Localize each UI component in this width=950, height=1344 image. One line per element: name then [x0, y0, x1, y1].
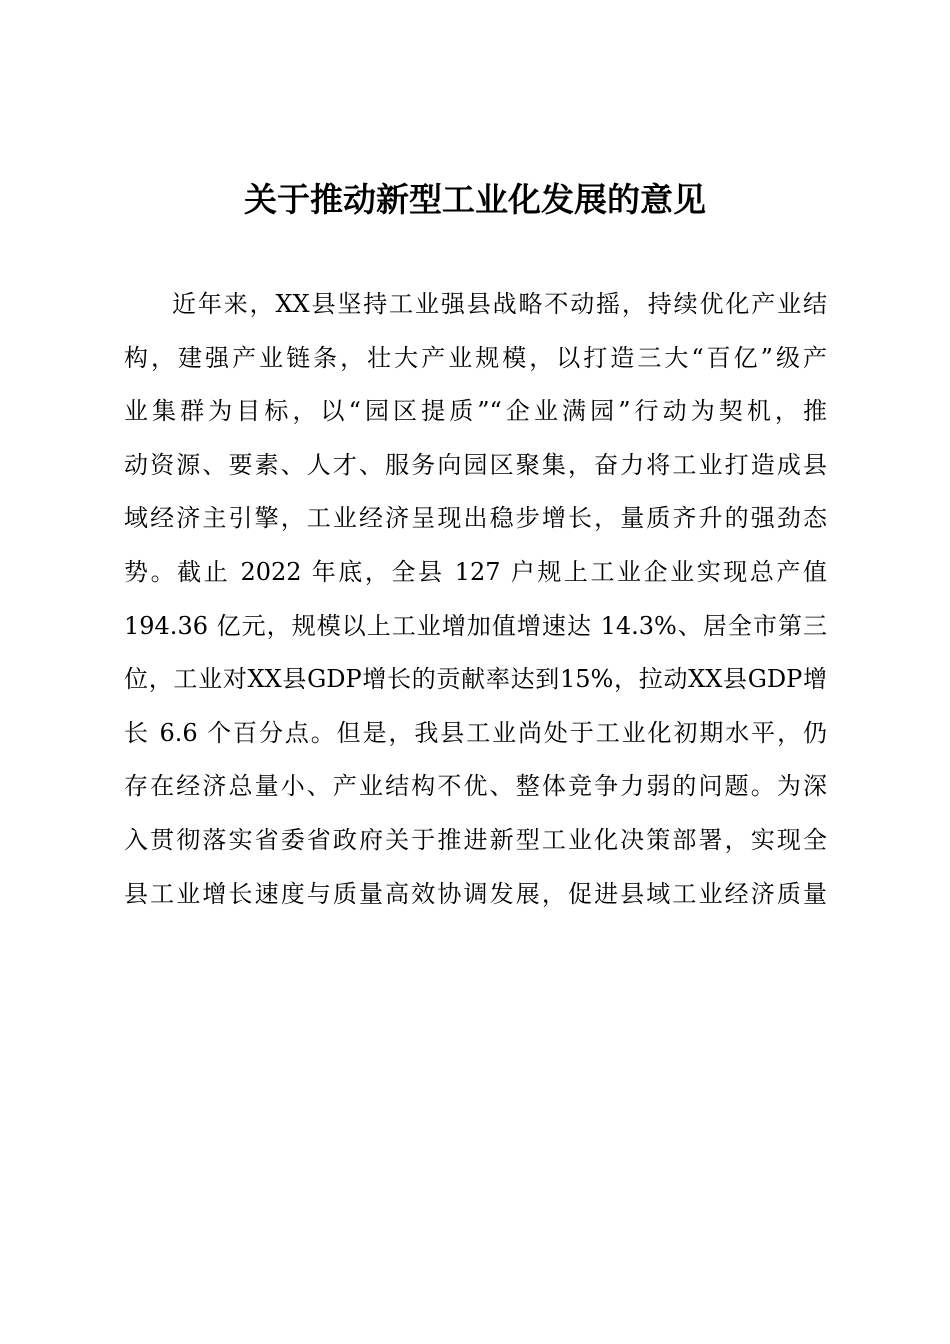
paragraph-line: 194.36 亿元，规模以上工业增加值增速达 14.3%、居全市第三 — [124, 611, 827, 640]
paragraph-line: 构，建强产业链条，壮大产业规模，以打造三大“百亿”级产 — [124, 343, 827, 372]
paragraph-line: 县工业增长速度与质量高效协调发展，促进县域工业经济质量 — [124, 879, 827, 908]
paragraph-line: 业集群为目标，以“园区提质”“企业满园”行动为契机，推 — [124, 397, 827, 426]
paragraph-line: 势。截止 2022 年底，全县 127 户规上工业企业实现总产值 — [124, 557, 827, 586]
paragraph-line: 存在经济总量小、产业结构不优、整体竞争力弱的问题。为深 — [124, 772, 827, 801]
paragraph-line: 近年来，XX县坚持工业强县战略不动摇，持续优化产业结 — [172, 290, 827, 318]
paragraph-line: 动资源、要素、人才、服务向园区聚集，奋力将工业打造成县 — [124, 450, 827, 479]
body-paragraph — [124, 278, 827, 921]
document-title: 关于推动新型工业化发展的意见 — [244, 180, 706, 219]
paragraph-line: 位，工业对XX县GDP增长的贡献率达到15%，拉动XX县GDP增 — [124, 665, 827, 694]
paragraph-line: 域经济主引擎，工业经济呈现出稳步增长，量质齐升的强劲态 — [124, 504, 827, 533]
paragraph-line: 长 6.6 个百分点。但是，我县工业尚处于工业化初期水平，仍 — [124, 718, 827, 747]
paragraph-line: 入贯彻落实省委省政府关于推进新型工业化决策部署，实现全 — [124, 825, 827, 854]
